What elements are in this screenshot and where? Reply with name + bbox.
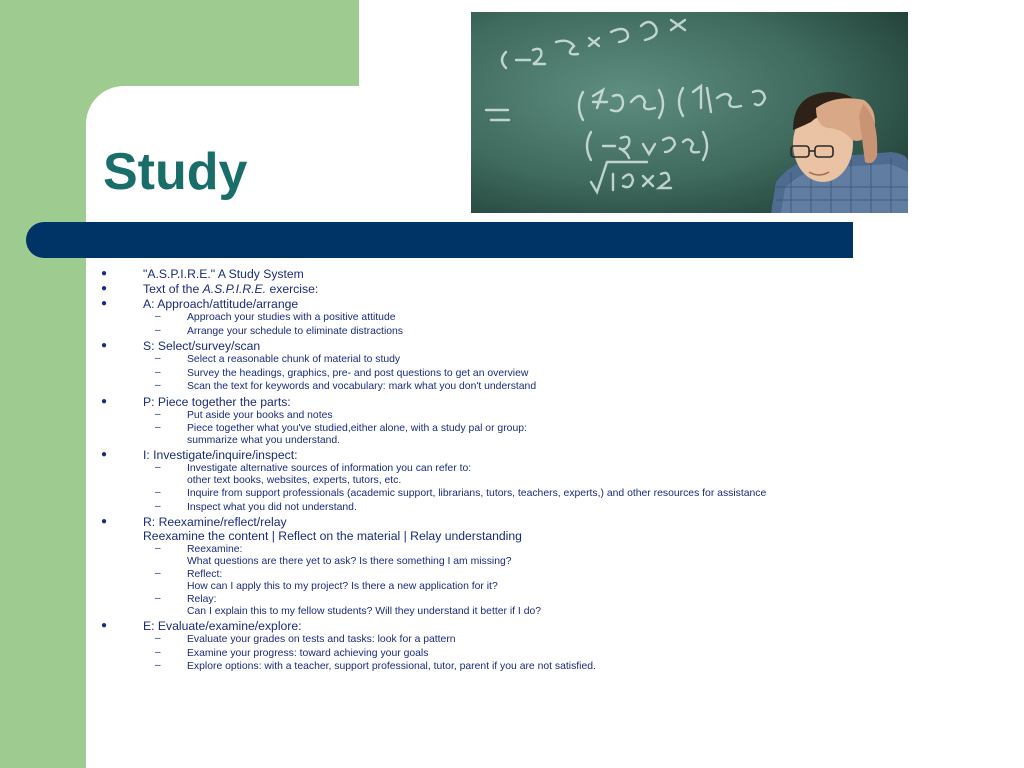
bullet-dot-icon: ●	[101, 449, 108, 460]
bullet-dot-icon: ●	[101, 283, 108, 294]
bullet-item	[100, 282, 1000, 296]
bullet-text-emphasis: A.S.P.I.R.E.	[202, 282, 267, 296]
slide-title: Study	[103, 143, 248, 201]
bullet-text: Reexamine:	[187, 544, 243, 555]
dash-marker-icon: –	[155, 646, 161, 658]
sub-bullet-item	[100, 502, 1000, 514]
bullet-dot-icon: ●	[101, 298, 108, 309]
bullet-text: Investigate alternative sources of information you can refer to:	[187, 463, 472, 474]
bullet-dot-icon: ●	[101, 395, 108, 407]
dash-marker-icon: –	[155, 366, 161, 378]
bullet-text: Approach your studies with a positive attitude	[187, 312, 396, 323]
bullet-text: exercise:	[266, 282, 319, 296]
bullet-list	[100, 266, 1000, 675]
bullet-dot-icon: ●	[101, 340, 108, 351]
bullet-text: E: Evaluate/examine/explore:	[143, 619, 302, 633]
sub-bullet-item	[100, 488, 1000, 500]
bullet-text: Evaluate your grades on tests and tasks: look for a pattern	[187, 634, 456, 645]
bullet-text: Scan the text for keywords and vocabulary: mark what you don't understand	[187, 381, 537, 392]
sub-bullet-item	[100, 368, 1000, 380]
dash-marker-icon: –	[155, 380, 161, 391]
sub-bullet-item	[100, 544, 1000, 567]
bullet-item	[100, 619, 1000, 633]
bullet-text-line2: Can I explain this to my fellow students? Will they understand it better if I do?	[187, 605, 542, 617]
bullet-dot-icon: ●	[101, 620, 108, 631]
dash-marker-icon: –	[155, 633, 161, 644]
dash-marker-icon: –	[155, 353, 161, 364]
bullet-text-line2: Reexamine the content | Reflect on the material | Relay understanding	[143, 529, 522, 543]
dash-marker-icon: –	[155, 500, 161, 512]
bullet-item	[100, 339, 1000, 353]
sub-bullet-item	[100, 381, 1000, 393]
sub-bullet-item	[100, 410, 1000, 422]
bullet-dot-icon: ●	[101, 268, 108, 279]
sub-bullet-item	[100, 463, 1000, 486]
student-chalkboard-photo	[471, 12, 908, 213]
bullet-dot-icon: ●	[101, 516, 108, 527]
bullet-item	[100, 297, 1000, 311]
bullet-text: I: Investigate/inquire/inspect:	[143, 448, 298, 462]
bullet-text: Reflect:	[187, 569, 223, 580]
sub-bullet-item	[100, 312, 1000, 324]
bullet-text: Survey the headings, graphics, pre- and post questions to get an overview	[187, 367, 529, 379]
dash-marker-icon: –	[155, 487, 161, 498]
dash-marker-icon: –	[155, 462, 161, 473]
bullet-text-line2: other text books, websites, experts, tutors, etc.	[187, 474, 402, 486]
sub-bullet-item	[100, 326, 1000, 338]
sub-bullet-item	[100, 569, 1000, 592]
bullet-text: R: Reexamine/reflect/relay	[143, 515, 287, 529]
title-divider-bar	[26, 222, 853, 258]
bullet-item	[100, 267, 1000, 281]
bullet-text-line2: What questions are there yet to ask? Is there something I am missing?	[187, 555, 512, 567]
bullet-text: S: Select/survey/scan	[143, 339, 261, 353]
bullet-text: Text of the	[143, 282, 203, 296]
bullet-text: Put aside your books and notes	[187, 409, 333, 421]
bullet-text: Select a reasonable chunk of material to study	[187, 354, 401, 365]
sub-bullet-item	[100, 661, 1000, 673]
dash-marker-icon: –	[155, 408, 161, 420]
dash-marker-icon: –	[155, 568, 161, 579]
sub-bullet-item	[100, 594, 1000, 617]
bullet-text: Explore options: with a teacher, support professional, tutor, parent if you are not satisfied.	[187, 661, 596, 672]
bullet-item	[100, 448, 1000, 462]
sub-bullet-item	[100, 354, 1000, 366]
bullet-text: Inspect what you did not understand.	[187, 501, 357, 513]
bullet-text: Piece together what you've studied,either alone, with a study pal or group:	[187, 423, 527, 434]
bullet-item	[100, 515, 1000, 543]
sub-bullet-item	[100, 634, 1000, 646]
bullet-item	[100, 395, 1000, 409]
dash-marker-icon: –	[155, 593, 161, 604]
bullet-text: "A.S.P.I.R.E." A Study System	[143, 267, 304, 281]
bullet-text: Examine your progress: toward achieving your goals	[187, 647, 429, 659]
bullet-text: P: Piece together the parts:	[143, 394, 291, 409]
dash-marker-icon: –	[155, 311, 161, 322]
bullet-text: Inquire from support professionals (academic support, librarians, tutors, teachers, experts,) and other resources for assistance	[187, 488, 767, 499]
dash-marker-icon: –	[155, 422, 161, 433]
bullet-text: Relay:	[187, 594, 217, 605]
sub-bullet-item	[100, 423, 1000, 446]
bullet-text: Arrange your schedule to eliminate distractions	[187, 325, 404, 337]
bullet-text-line2: How can I apply this to my project? Is there a new application for it?	[187, 580, 498, 592]
dash-marker-icon: –	[155, 660, 161, 671]
sub-bullet-item	[100, 648, 1000, 660]
dash-marker-icon: –	[155, 543, 161, 554]
bullet-text: A: Approach/attitude/arrange	[143, 297, 299, 311]
bullet-text-line2: summarize what you understand.	[187, 434, 341, 446]
dash-marker-icon: –	[155, 324, 161, 336]
